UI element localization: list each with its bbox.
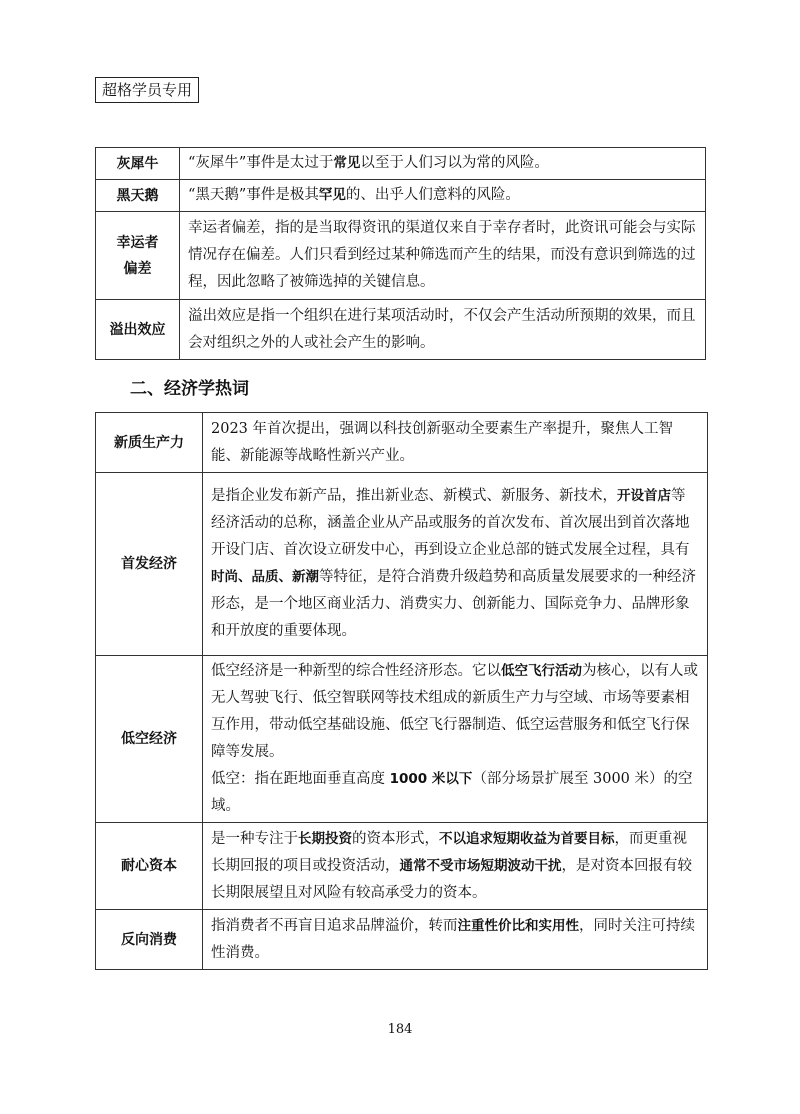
bold-emphasis: 长期投资 <box>298 830 352 847</box>
bold-emphasis: 常见 <box>333 155 361 171</box>
definition-note: 低空：指在距地面垂直高度 1000 米以下（部分场景扩展至 3000 米）的空域。 <box>211 771 693 814</box>
table-row <box>96 823 708 910</box>
bold-emphasis: 注重性价比和实用性 <box>457 917 579 934</box>
table-row <box>96 300 706 360</box>
table-row <box>96 148 706 180</box>
definition-cell: 溢出效应是指一个组织在进行某项活动时，不仅会产生活动所预期的效果，而且会对组织之外的人或社会产生的影响。 <box>180 300 706 360</box>
term-cell: 灰犀牛 <box>96 148 180 180</box>
table-row <box>96 656 708 823</box>
bold-emphasis: 罕见 <box>318 187 346 203</box>
bold-emphasis: 时尚、品质、新潮 <box>211 569 319 585</box>
definition-cell: “灰犀牛”事件是太过于常见以至于人们习以为常的风险。 <box>180 148 706 180</box>
term-cell: 低空经济 <box>96 656 203 823</box>
table-row <box>96 910 708 970</box>
page-number: 184 <box>387 1022 413 1037</box>
definition-cell: 是指企业发布新产品，推出新业态、新模式、新服务、新技术，开设首店等经济活动的总称，涵盖企业从产品或服务的首次发布、首次展出到首次落地开设门店、首次设立研发中心，再到设立企业总部的链式发展全过程，具有时尚、品质、新潮等特征，是符合消费升级趋势和高质量发展要求的一种经济形态，是一个地区商业活力、消费实力、创新能力、国际竞争力、品牌形象和开放度的重要体现。 <box>203 473 708 656</box>
economics-terms-table <box>95 412 708 970</box>
bold-emphasis: 开设首店 <box>617 488 671 504</box>
definition-cell: 2023 年首次提出，强调以科技创新驱动全要素生产率提升，聚焦人工智能、新能源等战略性新兴产业。 <box>203 413 708 473</box>
definition-cell: “黑天鹅”事件是极其罕见的、出乎人们意料的风险。 <box>180 180 706 212</box>
term-cell: 反向消费 <box>96 910 203 970</box>
term-cell: 溢出效应 <box>96 300 180 360</box>
watermark-badge: 超格学员专用 <box>95 77 199 103</box>
risk-terms-table <box>95 147 706 360</box>
bold-emphasis: 低空飞行活动 <box>501 663 582 679</box>
definition-cell: 低空经济是一种新型的综合性经济形态。它以低空飞行活动为核心，以有人或无人驾驶飞行、低空智联网等技术组成的新质生产力与空域、市场等要素相互作用，带动低空基础设施、低空飞行器制造、低空运营服务和低空飞行保障等发展。 低空：指在距地面垂直高度 1000 米以下（部分场景扩展至 3000 米）的空域。 <box>203 656 708 823</box>
definition-cell: 指消费者不再盲目追求品牌溢价，转而注重性价比和实用性，同时关注可持续性消费。 <box>203 910 708 970</box>
definition-cell: 幸运者偏差，指的是当取得资讯的渠道仅来自于幸存者时，此资讯可能会与实际情况存在偏差。人们只看到经过某种筛选而产生的结果，而没有意识到筛选的过程，因此忽略了被筛选掉的关键信息。 <box>180 212 706 300</box>
term-cell: 首发经济 <box>96 473 203 656</box>
table-row <box>96 180 706 212</box>
table-row <box>96 212 706 300</box>
definition-cell: 是一种专注于长期投资的资本形式，不以追求短期收益为首要目标，而更重视长期回报的项目或投资活动，通常不受市场短期波动干扰，是对资本回报有较长期限展望且对风险有较高承受力的资本。 <box>203 823 708 910</box>
bold-emphasis: 1000 米以下 <box>389 771 473 787</box>
term-cell: 黑天鹅 <box>96 180 180 212</box>
bold-emphasis: 通常不受市场短期波动干扰 <box>399 857 562 874</box>
table-row <box>96 473 708 656</box>
section-heading: 二、经济学热词 <box>130 379 249 399</box>
bold-emphasis: 不以追求短期收益为首要目标 <box>439 830 615 847</box>
term-cell: 耐心资本 <box>96 823 203 910</box>
term-cell: 幸运者 偏差 <box>96 212 180 300</box>
table-row <box>96 413 708 473</box>
term-cell: 新质生产力 <box>96 413 203 473</box>
